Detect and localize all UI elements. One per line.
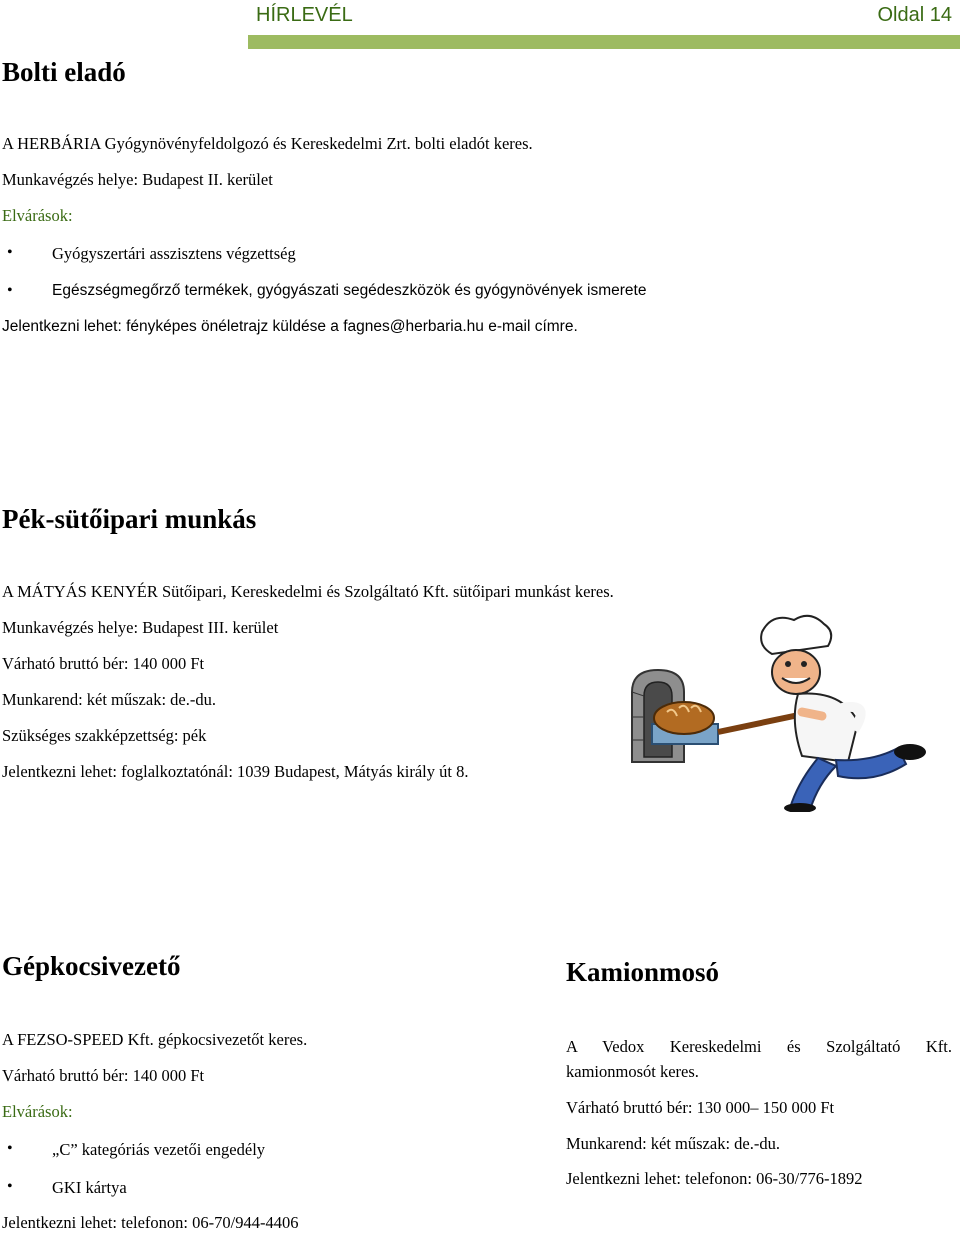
job3-requirements-label: Elvárások: <box>2 1102 73 1121</box>
job3-requirement-2: GKI kártya <box>52 1178 127 1197</box>
job1-location: Munkavégzés helye: Budapest II. kerület <box>2 170 273 189</box>
job4-title: Kamionmosó <box>566 957 720 987</box>
job1-intro: A HERBÁRIA Gyógynövényfeldolgozó és Kereskedelmi Zrt. bolti eladót keres. <box>2 134 533 153</box>
job2-title: Pék-sütőipari munkás <box>2 504 257 534</box>
job1-title: Bolti eladó <box>2 57 126 87</box>
job2-salary: Várható bruttó bér: 140 000 Ft <box>2 654 205 673</box>
baker-illustration <box>622 612 942 812</box>
job2-schedule: Munkarend: két műszak: de.-du. <box>2 690 216 709</box>
job1-apply: Jelentkezni lehet: fényképes önéletrajz küldése a fagnes@herbaria.hu e-mail címre. <box>2 318 578 335</box>
job4-schedule: Munkarend: két műszak: de.-du. <box>566 1134 780 1153</box>
bullet-icon: • <box>7 244 13 261</box>
job3-apply: Jelentkezni lehet: telefonon: 06-70/944-4406 <box>2 1213 299 1232</box>
bullet-icon: • <box>7 1140 13 1157</box>
job3-title: Gépkocsivezető <box>2 951 181 981</box>
job4-intro: A Vedox Kereskedelmi és Szolgáltató Kft. <box>566 1037 952 1056</box>
job1-requirement-2: Egészségmegőrző termékek, gyógyászati segédeszközök és gyógynövények ismerete <box>52 282 647 299</box>
bullet-icon: • <box>7 1178 13 1195</box>
job2-intro: A MÁTYÁS KENYÉR Sütőipari, Kereskedelmi és Szolgáltató Kft. sütőipari munkást keres. <box>2 582 614 601</box>
job3-requirement-1: „C” kategóriás vezetői engedély <box>52 1140 266 1159</box>
bullet-icon: • <box>7 282 13 299</box>
page-number: Oldal 14 <box>877 4 952 26</box>
job2-location: Munkavégzés helye: Budapest III. kerület <box>2 618 279 637</box>
job1-requirement-1: Gyógyszertári asszisztens végzettség <box>52 244 296 263</box>
job1-requirements-label: Elvárások: <box>2 206 73 225</box>
job4-salary: Várható bruttó bér: 130 000– 150 000 Ft <box>566 1098 835 1117</box>
job3-salary: Várható bruttó bér: 140 000 Ft <box>2 1066 205 1085</box>
job2-qualification: Szükséges szakképzettség: pék <box>2 726 207 745</box>
job2-apply: Jelentkezni lehet: foglalkoztatónál: 1039 Budapest, Mátyás király út 8. <box>2 762 469 781</box>
header-bar <box>248 35 960 49</box>
job4-intro-2: kamionmosót keres. <box>566 1062 699 1081</box>
job4-apply: Jelentkezni lehet: telefonon: 06-30/776-1892 <box>566 1169 863 1188</box>
newsletter-title: HÍRLEVÉL <box>256 4 353 26</box>
job3-intro: A FEZSO-SPEED Kft. gépkocsivezetőt keres. <box>2 1030 308 1049</box>
